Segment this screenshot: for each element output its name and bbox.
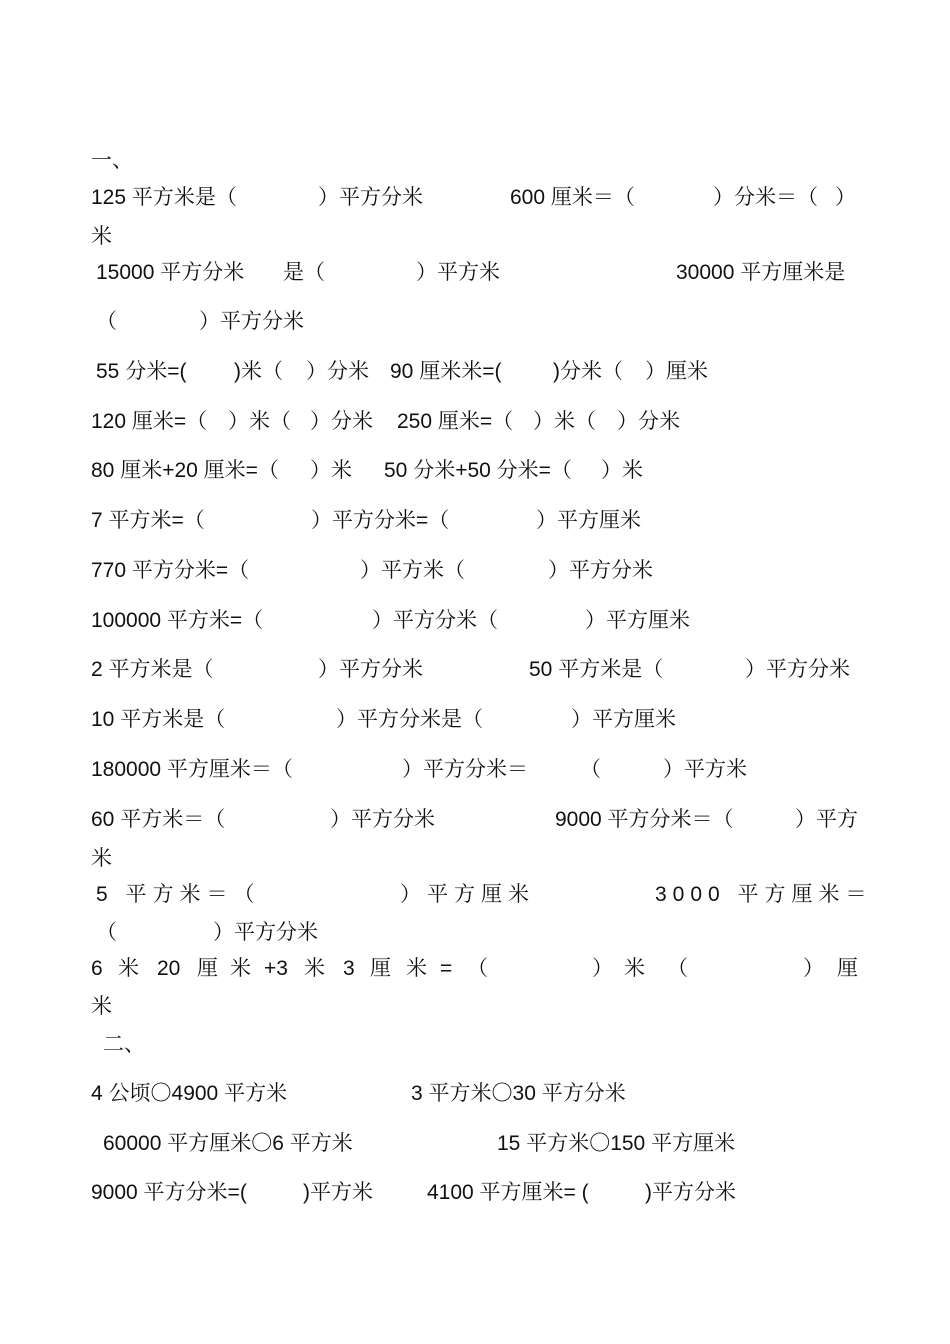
question-text: 4100 平方厘米= (	[427, 1181, 589, 1204]
question-text: 厘	[837, 957, 858, 980]
question-text: 2 平方米是（	[91, 658, 214, 681]
question-text: ）平方米（	[360, 559, 465, 582]
question-text: 120 厘米=（	[91, 410, 208, 433]
question-text: 600 厘米＝（	[510, 186, 635, 209]
question-text: 3	[343, 957, 355, 980]
question-text: )平方分米	[645, 1181, 736, 1204]
question-text: 6	[91, 957, 103, 980]
question-text: 80 厘米+20 厘米=（	[91, 459, 279, 482]
question-text: 是（	[283, 261, 325, 284]
question-text: ）平方分米	[318, 186, 423, 209]
question-text: 9000 平方分米＝（	[555, 808, 734, 831]
question-text: 米	[624, 957, 645, 980]
question-text: ）平方分米	[213, 921, 318, 944]
question-text: 米	[91, 995, 112, 1018]
question-text: 7 平方米=（	[91, 509, 205, 532]
question-text: ）	[835, 186, 856, 209]
question-text: =	[440, 957, 453, 980]
question-text: 15000 平方分米	[96, 261, 245, 284]
question-text: ）平方分米	[745, 658, 850, 681]
question-text: 180000 平方厘米＝（	[91, 758, 293, 781]
question-text: 米	[406, 957, 427, 980]
question-text: 55 分米=(	[96, 360, 187, 383]
question-text: 9000 平方分米=(	[91, 1181, 247, 1204]
question-text: ）平方厘米	[571, 708, 676, 731]
question-text: 90 厘米米=(	[390, 360, 502, 383]
question-text: 770 平方分米=（	[91, 559, 250, 582]
question-text: 30000 平方厘米是	[676, 261, 846, 284]
question-text: ）平方分米＝	[402, 758, 528, 781]
question-text: ）平方分米	[548, 559, 653, 582]
question-text: ）米（	[533, 410, 596, 433]
question-text: 50 平方米是（	[529, 658, 664, 681]
question-text: （	[667, 957, 688, 980]
question-text: （	[96, 921, 117, 944]
question-text: +3	[264, 957, 288, 980]
question-text: ）分米	[306, 360, 369, 383]
question-text: 米	[304, 957, 325, 980]
question-text: ）平方分米	[199, 310, 304, 333]
question-text: 15 平方米〇150 平方厘米	[497, 1132, 736, 1155]
question-text: ）平方米	[416, 261, 500, 284]
question-text: 米	[91, 225, 112, 248]
question-text: ）	[592, 957, 613, 980]
question-text: ）厘米	[645, 360, 708, 383]
question-text: ）平方厘米	[585, 609, 690, 632]
question-text: 10 平方米是（	[91, 708, 226, 731]
question-text: （	[467, 957, 488, 980]
question-text: )分米（	[553, 360, 623, 383]
question-text: 3 平方米〇30 平方分米	[411, 1082, 626, 1105]
section-2-heading: 二、	[103, 1033, 145, 1056]
question-text: ）分米	[617, 410, 680, 433]
question-text: 米	[230, 957, 251, 980]
question-text: ）平方米	[663, 758, 747, 781]
question-text: ）米	[601, 459, 643, 482]
question-text: ）平方分米（	[372, 609, 498, 632]
section-1-heading: 一、	[91, 149, 133, 172]
question-text: （	[96, 310, 117, 333]
question-text: ）米（	[228, 410, 291, 433]
question-text: ）平方分米=（	[311, 509, 450, 532]
question-text: 5 平方米＝（	[96, 883, 261, 906]
question-text: 60000 平方厘米〇6 平方米	[103, 1132, 353, 1155]
question-text: ）平方	[795, 808, 858, 831]
question-text: )平方米	[303, 1181, 373, 1204]
question-text: ）分米	[310, 410, 373, 433]
question-text: 米	[91, 847, 112, 870]
question-text: 50 分米+50 分米=（	[384, 459, 572, 482]
question-text: 20	[157, 957, 181, 980]
question-text: 4 公顷〇4900 平方米	[91, 1082, 288, 1105]
question-text: ）平方厘米	[400, 883, 535, 906]
question-text: 100000 平方米=（	[91, 609, 264, 632]
question-text: 厘	[197, 957, 218, 980]
question-text: 125 平方米是（	[91, 186, 237, 209]
question-text: ）平方分米	[330, 808, 435, 831]
question-text: 米	[118, 957, 139, 980]
question-text: ）米	[310, 459, 352, 482]
question-text: （	[580, 758, 601, 781]
question-text: 3000 平方厘米＝	[655, 883, 873, 906]
question-text: ）平方分米是（	[336, 708, 483, 731]
question-text: )米（	[234, 360, 283, 383]
question-text: ）	[803, 957, 824, 980]
question-text: 厘	[370, 957, 391, 980]
question-text: 60 平方米＝（	[91, 808, 226, 831]
question-text: ）平方厘米	[536, 509, 641, 532]
question-text: 250 厘米=（	[397, 410, 514, 433]
question-text: ）分米＝（	[713, 186, 818, 209]
question-text: ）平方分米	[318, 658, 423, 681]
